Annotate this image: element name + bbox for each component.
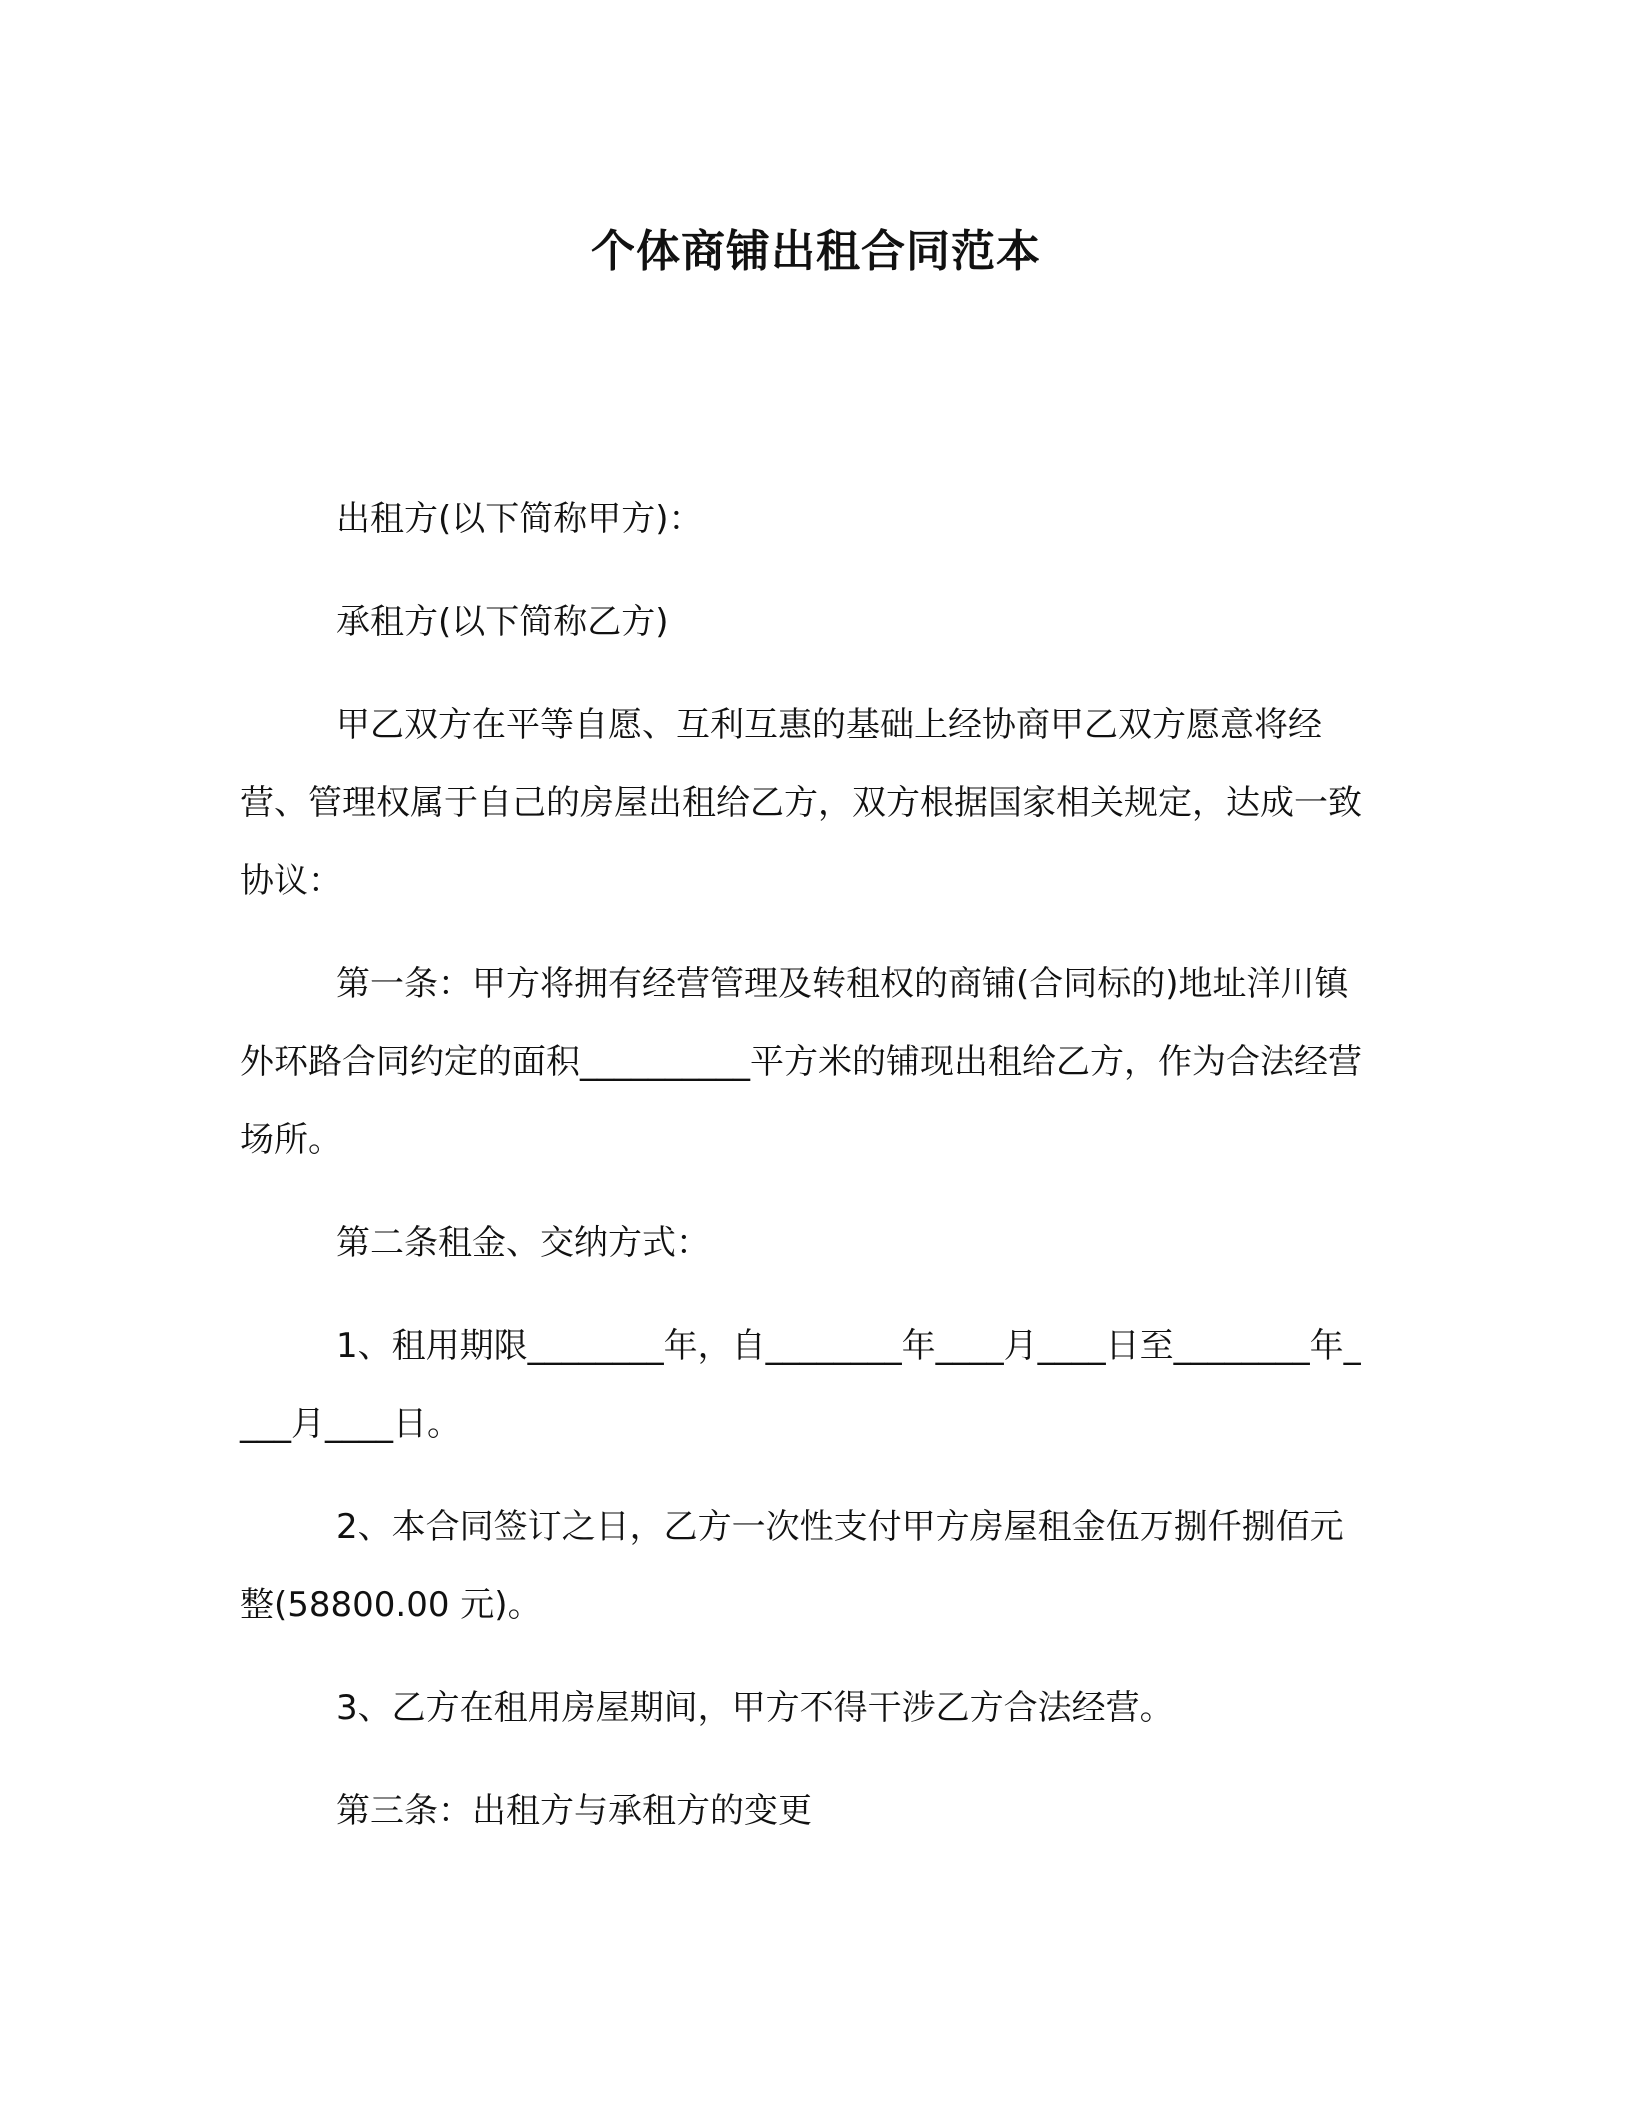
preamble-paragraph: 甲乙双方在平等自愿、互利互惠的基础上经协商甲乙双方愿意将经营、管理权属于自己的房屋出租给乙方，双方根据国家相关规定，达成一致协议： [240, 705, 1362, 901]
document-body [240, 480, 1370, 1875]
party-b-line: 承租方(以下简称乙方) [336, 602, 669, 642]
article-2-item-3: 3、乙方在租用房屋期间，甲方不得干涉乙方合法经营。 [336, 1688, 1174, 1728]
article-1-paragraph: 第一条：甲方将拥有经营管理及转租权的商铺(合同标的)地址洋川镇外环路合同约定的面积__________平方米的铺现出租给乙方，作为合法经营场所。 [240, 964, 1362, 1160]
article-3-heading: 第三条：出租方与承租方的变更 [336, 1791, 812, 1831]
article-2-item-2: 2、本合同签订之日，乙方一次性支付甲方房屋租金伍万捌仟捌佰元整(58800.00 元)。 [240, 1507, 1344, 1625]
party-a-line: 出租方(以下简称甲方)： [336, 499, 703, 539]
article-2-item-1: 1、租用期限________年，自________年____月____日至________年____月____日。 [240, 1326, 1361, 1444]
document-title: 个体商铺出租合同范本 [591, 226, 1041, 277]
article-2-heading: 第二条租金、交纳方式： [336, 1223, 710, 1263]
